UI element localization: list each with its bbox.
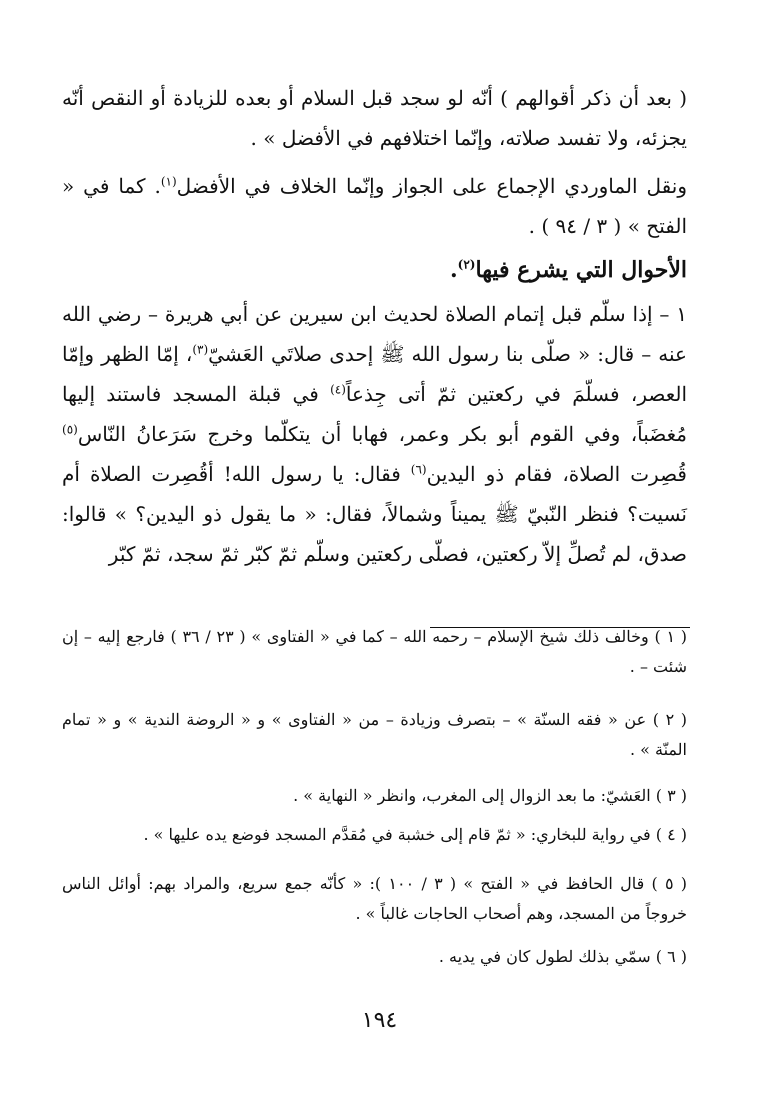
footnote-2: ( ٢ ) عن « فقه السنّة » – بتصرف وزيادة – من « الفتاوى » و « الروضة الندية » و « تمام المنّة » . <box>62 710 688 759</box>
footnote-ref-1[interactable]: (١) <box>160 174 177 189</box>
paragraph-mawardi-text: ونقل الماوردي الإجماع على الجواز وإنّما الخلاف في الأفضل <box>176 174 688 198</box>
footnote-ref-6[interactable]: (٦) <box>410 462 427 477</box>
paragraph-hadith <box>62 294 687 574</box>
paragraph-mawardi <box>62 166 687 246</box>
hadith-part-e: فقال: يا رسول الله! أقُصِرت الصلاة أم نَسيت؟ فنظر النّبيّ ﷺ يميناً وشمالاً، فقال: « ما يقول ذو اليدين؟ » قالوا: صدق، لم تُصلِّ إلاّ ركعتين، فصلّى ركعتين وسلّم ثمّ كبّر ثمّ سجد، ثمّ كبّر <box>62 462 687 566</box>
section-heading-tail: . <box>449 257 458 283</box>
hadith-part-c: في قبلة المسجد فاستند إليها مُغضَباً، وفي القوم أبو بكر وعمر، فهابا أن يتكلّما وخرج سَرَعانُ النّاس <box>62 382 687 446</box>
footnote-ref-5[interactable]: (٥) <box>62 422 78 437</box>
hadith-part-d: قُصِرت الصلاة، فقام ذو اليدين <box>426 462 687 486</box>
footnote-1: ( ١ ) وخالف ذلك شيخ الإسلام – رحمه الله – كما في « الفتاوى » ( ٢٣ / ٣٦ ) فارجع إليه – إن شئت – . <box>62 627 688 676</box>
paragraph-continuation: ( بعد أن ذكر أقوالهم ) أنّه لو سجد قبل السلام أو بعده للزيادة أو النقص أنّه يجزئه، ولا تفسد صلاته، وإنّما اختلافهم في الأفضل » . <box>62 86 687 150</box>
section-heading <box>62 250 687 290</box>
paragraph-mawardi-tail: . كما في « الفتح » ( ٣ / ٩٤ ) . <box>62 174 687 238</box>
page-number: ١٩٤ <box>361 1008 398 1033</box>
section-heading-text: الأحوال التي يشرع فيها <box>475 257 687 283</box>
main-text <box>62 78 687 574</box>
footnote-ref-3[interactable]: (٣) <box>192 342 209 357</box>
footnote-ref-2[interactable]: (٢) <box>457 257 476 272</box>
footnote-6: ( ٦ ) سمّي بذلك لطول كان في يديه . <box>438 947 687 966</box>
footnote-ref-4[interactable]: (٤) <box>330 382 346 397</box>
footnote-3: ( ٣ ) العَشيّ: ما بعد الزوال إلى المغرب، وانظر « النهاية » . <box>293 786 687 805</box>
hadith-part-b: ، إمّا الظهر وإمّا العصر، فسلّمَ في ركعتين ثمّ أتى جِذعاً <box>62 342 687 406</box>
hadith-part-a: ١ – إذا سلّم قبل إتمام الصلاة لحديث ابن سيرين عن أبي هريرة – رضي الله عنه – قال: « صلّى بنا رسول الله ﷺ إحدى صلاتَي العَشيّ <box>62 302 687 366</box>
footnote-4: ( ٤ ) في رواية للبخاري: « ثمّ قام إلى خشبة في مُقدَّم المسجد فوضع يده عليها » . <box>143 825 687 844</box>
footnote-5: ( ٥ ) قال الحافظ في « الفتح » ( ٣ / ١٠٠ ): « كأنّه جمع سريع، والمراد بهم: أوائل الناس خروجاً من المسجد، وهم أصحاب الحاجات غالباً » . <box>62 874 688 923</box>
